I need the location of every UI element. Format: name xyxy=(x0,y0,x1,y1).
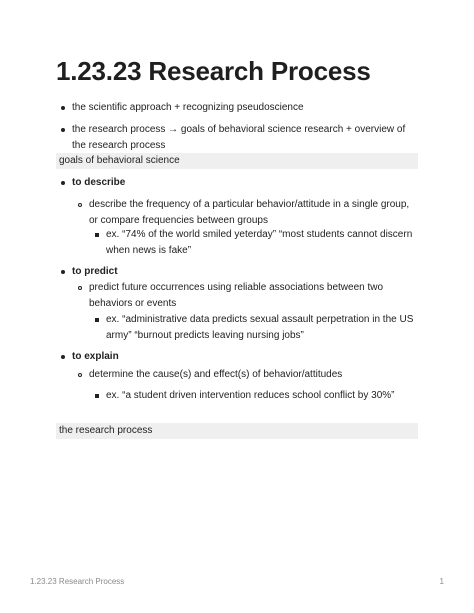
bullet-square-icon xyxy=(95,394,99,398)
page-number: 1 xyxy=(439,577,444,586)
goal-example: ex. “74% of the world smiled yeterday” “most students cannot discern when news is fake” xyxy=(106,229,413,256)
goal-example: ex. “a student driven intervention reduces school conflict by 30%” xyxy=(106,390,395,401)
bullet-disc-icon xyxy=(61,181,65,185)
goal-detail: describe the frequency of a particular behavior/attitude in a single group, or compare frequencies between groups xyxy=(89,199,410,226)
bullet-square-icon xyxy=(95,233,99,237)
footer-title: 1.23.23 Research Process xyxy=(30,577,125,586)
bullet-disc-icon xyxy=(61,106,65,110)
section-heading-research-process: the research process xyxy=(56,423,418,439)
bullet-disc-icon xyxy=(61,128,65,132)
bullet-circle-icon xyxy=(78,286,82,290)
goal-label: to predict xyxy=(72,266,118,277)
goal-label: to explain xyxy=(72,351,119,362)
goal-detail: predict future occurrences using reliable associations between two behaviors or events xyxy=(89,282,384,309)
section-heading-goals: goals of behavioral science xyxy=(56,153,418,169)
bullet-square-icon xyxy=(95,318,99,322)
goal-example: ex. “administrative data predicts sexual assault perpetration in the US army” “burnout predicts leaving nursing jobs” xyxy=(106,314,414,341)
bullet-circle-icon xyxy=(78,373,82,377)
goal-label: to describe xyxy=(72,177,126,188)
bullet-disc-icon xyxy=(61,270,65,274)
intro-bullet: the research process → goals of behavioral science research + overview of the research process xyxy=(72,124,406,151)
goal-detail: determine the cause(s) and effect(s) of behavior/attitudes xyxy=(89,369,343,380)
page-title: 1.23.23 Research Process xyxy=(56,56,371,86)
intro-bullet: the scientific approach + recognizing pseudoscience xyxy=(72,102,304,113)
bullet-disc-icon xyxy=(61,355,65,359)
bullet-circle-icon xyxy=(78,203,82,207)
